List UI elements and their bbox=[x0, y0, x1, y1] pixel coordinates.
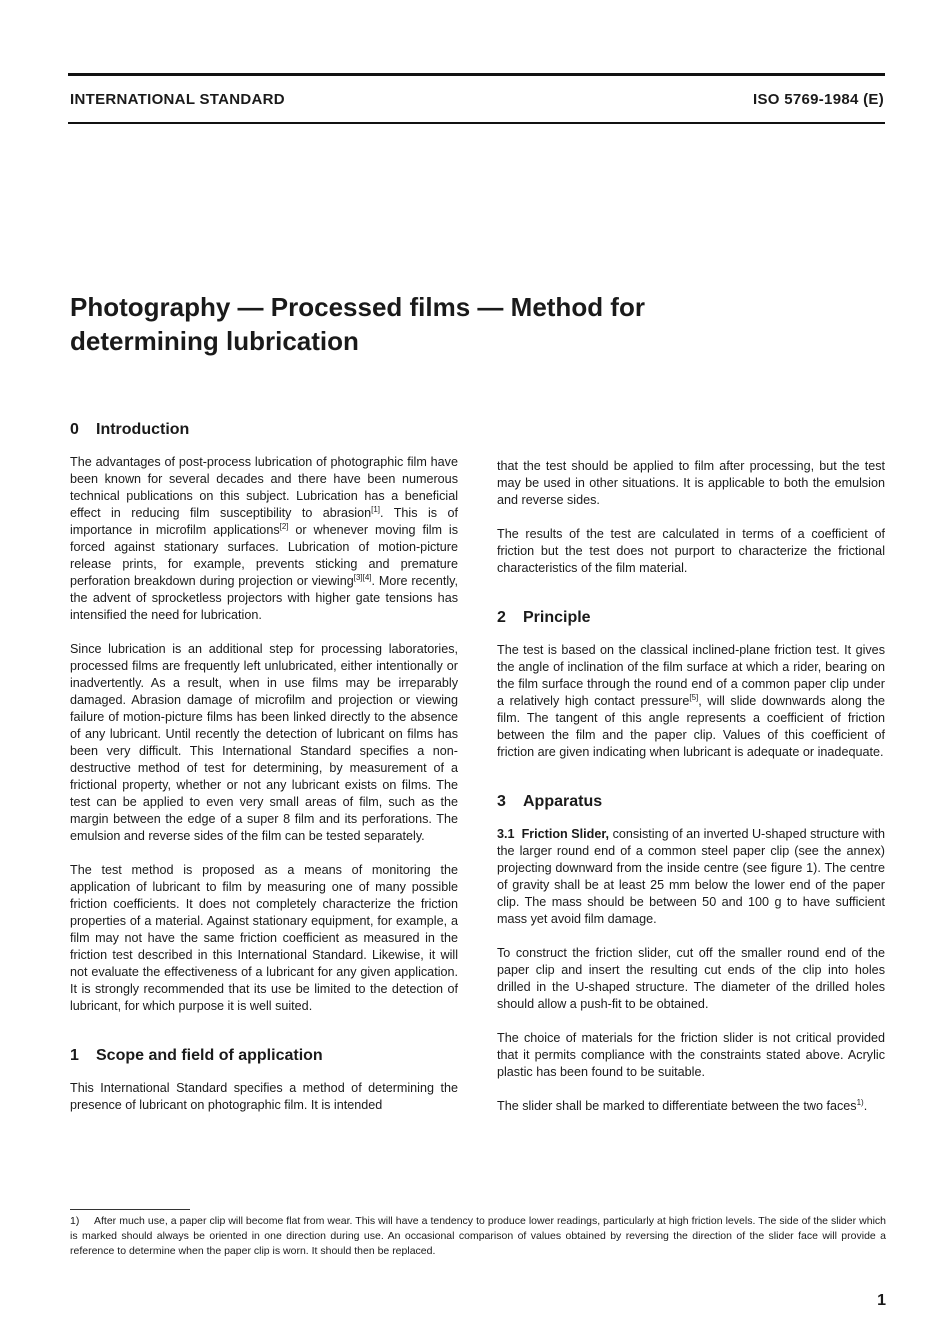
scope-paragraph-1-continued: that the test should be applied to film after processing, but the test may be used in other situations. It is applicable to both the emulsion and reverse sides. bbox=[497, 459, 885, 507]
title-line-2: determining lubrication bbox=[70, 326, 359, 356]
principle-paragraph: The test is based on the classical inclined-plane friction test. It gives the angle of inclination of the film surface at which a rider, bearing on the film surface through the round end of a common paper clip under a relatively high contact pressure[5], will slide downwards along the film. The tangent of this angle represents a coefficient of friction between the film and the paper clip. Values of this coefficient of friction are given indicating when lubricant is adequate or inadequate. bbox=[497, 643, 886, 759]
page-title bbox=[70, 290, 830, 358]
header-top-rule bbox=[68, 73, 885, 76]
section-1-heading bbox=[70, 1046, 458, 1066]
section-title: Scope and field of application bbox=[96, 1047, 323, 1064]
scope-paragraph-2: The results of the test are calculated in terms of a coefficient of friction but the test does not purport to characterize the frictional characteristics of the film material. bbox=[497, 527, 885, 575]
page-number: 1 bbox=[877, 1292, 886, 1309]
footnote-marker: 1) bbox=[856, 1097, 864, 1107]
reference-marker: [2] bbox=[279, 521, 289, 531]
section-2-heading bbox=[497, 608, 885, 628]
reference-marker: [3][4] bbox=[353, 572, 372, 582]
section-number: 0 bbox=[70, 421, 79, 438]
intro-paragraph-2: Since lubrication is an additional step for processing laboratories, processed films are frequently left unlubricated, either intentionally or inadvertently. As a result, when in use films may be irreparably damaged. Abrasion damage of microfilm and projection or viewing failure of motion-picture films has been linked directly to the absence of any lubricant. Until recently the detection of lubricant on films has been very difficult. This International Standard specifies a non-destructive method of test for determining, by measurement of a frictional property, whether or not any lubricant exists on films. The test can be applied to even very small areas of film, such as the margin between the edge of a super 8 film and its perforations. The emulsion and reverse sides of the film can be tested separately. bbox=[70, 642, 458, 843]
subclause-number: 3.1 bbox=[497, 827, 515, 841]
apparatus-paragraph-4: The slider shall be marked to differentiate between the two faces$^{1)}$. bbox=[497, 1097, 868, 1113]
section-0-heading bbox=[70, 420, 458, 440]
title-line-1: Photography — Processed films — Method for bbox=[70, 292, 645, 322]
right-column bbox=[497, 458, 885, 1115]
reference-marker: [5] bbox=[689, 692, 699, 702]
subclause-title: Friction Slider, bbox=[521, 827, 610, 841]
document-type-label: INTERNATIONAL STANDARD bbox=[70, 91, 285, 108]
apparatus-paragraph-2: To construct the friction slider, cut off the smaller round end of the paper clip and insert the resulting cut ends of the clip into holes drilled in the U-shaped structure. The diameter of the drilled holes should allow a push-fit to be obtained. bbox=[497, 946, 885, 1011]
intro-paragraph-1: The advantages of post-process lubrication of photographic film have been known for several decades and there have been numerous technical publications on this subject. Lubrication has a beneficial effect in reducing film susceptibility to abrasion[1]. This is of importance in microfilm applications[2] or whenever moving film is forced against stationary surfaces. Lubrication of motion-picture release prints, for example, prevents sticking and premature perforation breakdown during projection or viewing[3][4]. More recently, the advent of sprocketless projectors with higher gate tensions has intensified the need for lubrication. bbox=[70, 455, 459, 622]
section-3-heading bbox=[497, 792, 885, 812]
section-number: 1 bbox=[70, 1047, 79, 1064]
footnote-number: 1) bbox=[70, 1215, 80, 1227]
section-number: 2 bbox=[497, 609, 506, 626]
reference-marker: [1] bbox=[371, 504, 381, 514]
section-number: 3 bbox=[497, 793, 506, 810]
footnote bbox=[70, 1214, 886, 1259]
left-column bbox=[70, 420, 458, 1114]
section-title: Introduction bbox=[96, 421, 190, 438]
apparatus-paragraph-1: 3.1 Friction Slider, consisting of an inverted U-shaped structure with the larger round end of a common steel paper clip (see the annex) projecting downward from the inside centre (see figure 1). The centre of gravity shall be at least 25 mm below the lower end of the paper clip. The mass should be between 50 and 100 g to have sufficient mass yet avoid film damage. bbox=[497, 827, 885, 926]
intro-paragraph-3: The test method is proposed as a means of monitoring the application of lubricant to film by measuring one of many possible friction coefficients. It does not completely characterize the friction properties of a material. Against stationary equipment, for example, a film may not have the same friction coefficient as measured in the friction test described in this International Standard. Likewise, it will not evaluate the effectiveness of a lubricant for any given application. It is strongly recommended that its use be limited to the detection of lubricant, for which purpose it is well suited. bbox=[70, 863, 458, 1013]
footnote-separator bbox=[70, 1209, 190, 1210]
apparatus-paragraph-3: The choice of materials for the friction slider is not critical provided that it permits compliance with the constraints stated above. Acrylic plastic has been found to be suitable. bbox=[497, 1031, 885, 1079]
section-title: Principle bbox=[523, 609, 591, 626]
scope-paragraph-1-start: This International Standard specifies a method of determining the presence of lubricant on photographic film. It is intended bbox=[70, 1081, 458, 1112]
header-bottom-rule bbox=[68, 122, 885, 124]
footnote-text: After much use, a paper clip will become flat from wear. This will have a tendency to produce lower readings, particularly at high friction levels. The side of the slider which is marked should always be oriented in one direction during use. An occasional comparison of values obtained by reversing the direction of the slider face will provide a reference to determine when the paper clip is worn. It should then be replaced. bbox=[70, 1215, 886, 1257]
standard-number: ISO 5769-1984 (E) bbox=[752, 91, 884, 108]
section-title: Apparatus bbox=[523, 793, 603, 810]
